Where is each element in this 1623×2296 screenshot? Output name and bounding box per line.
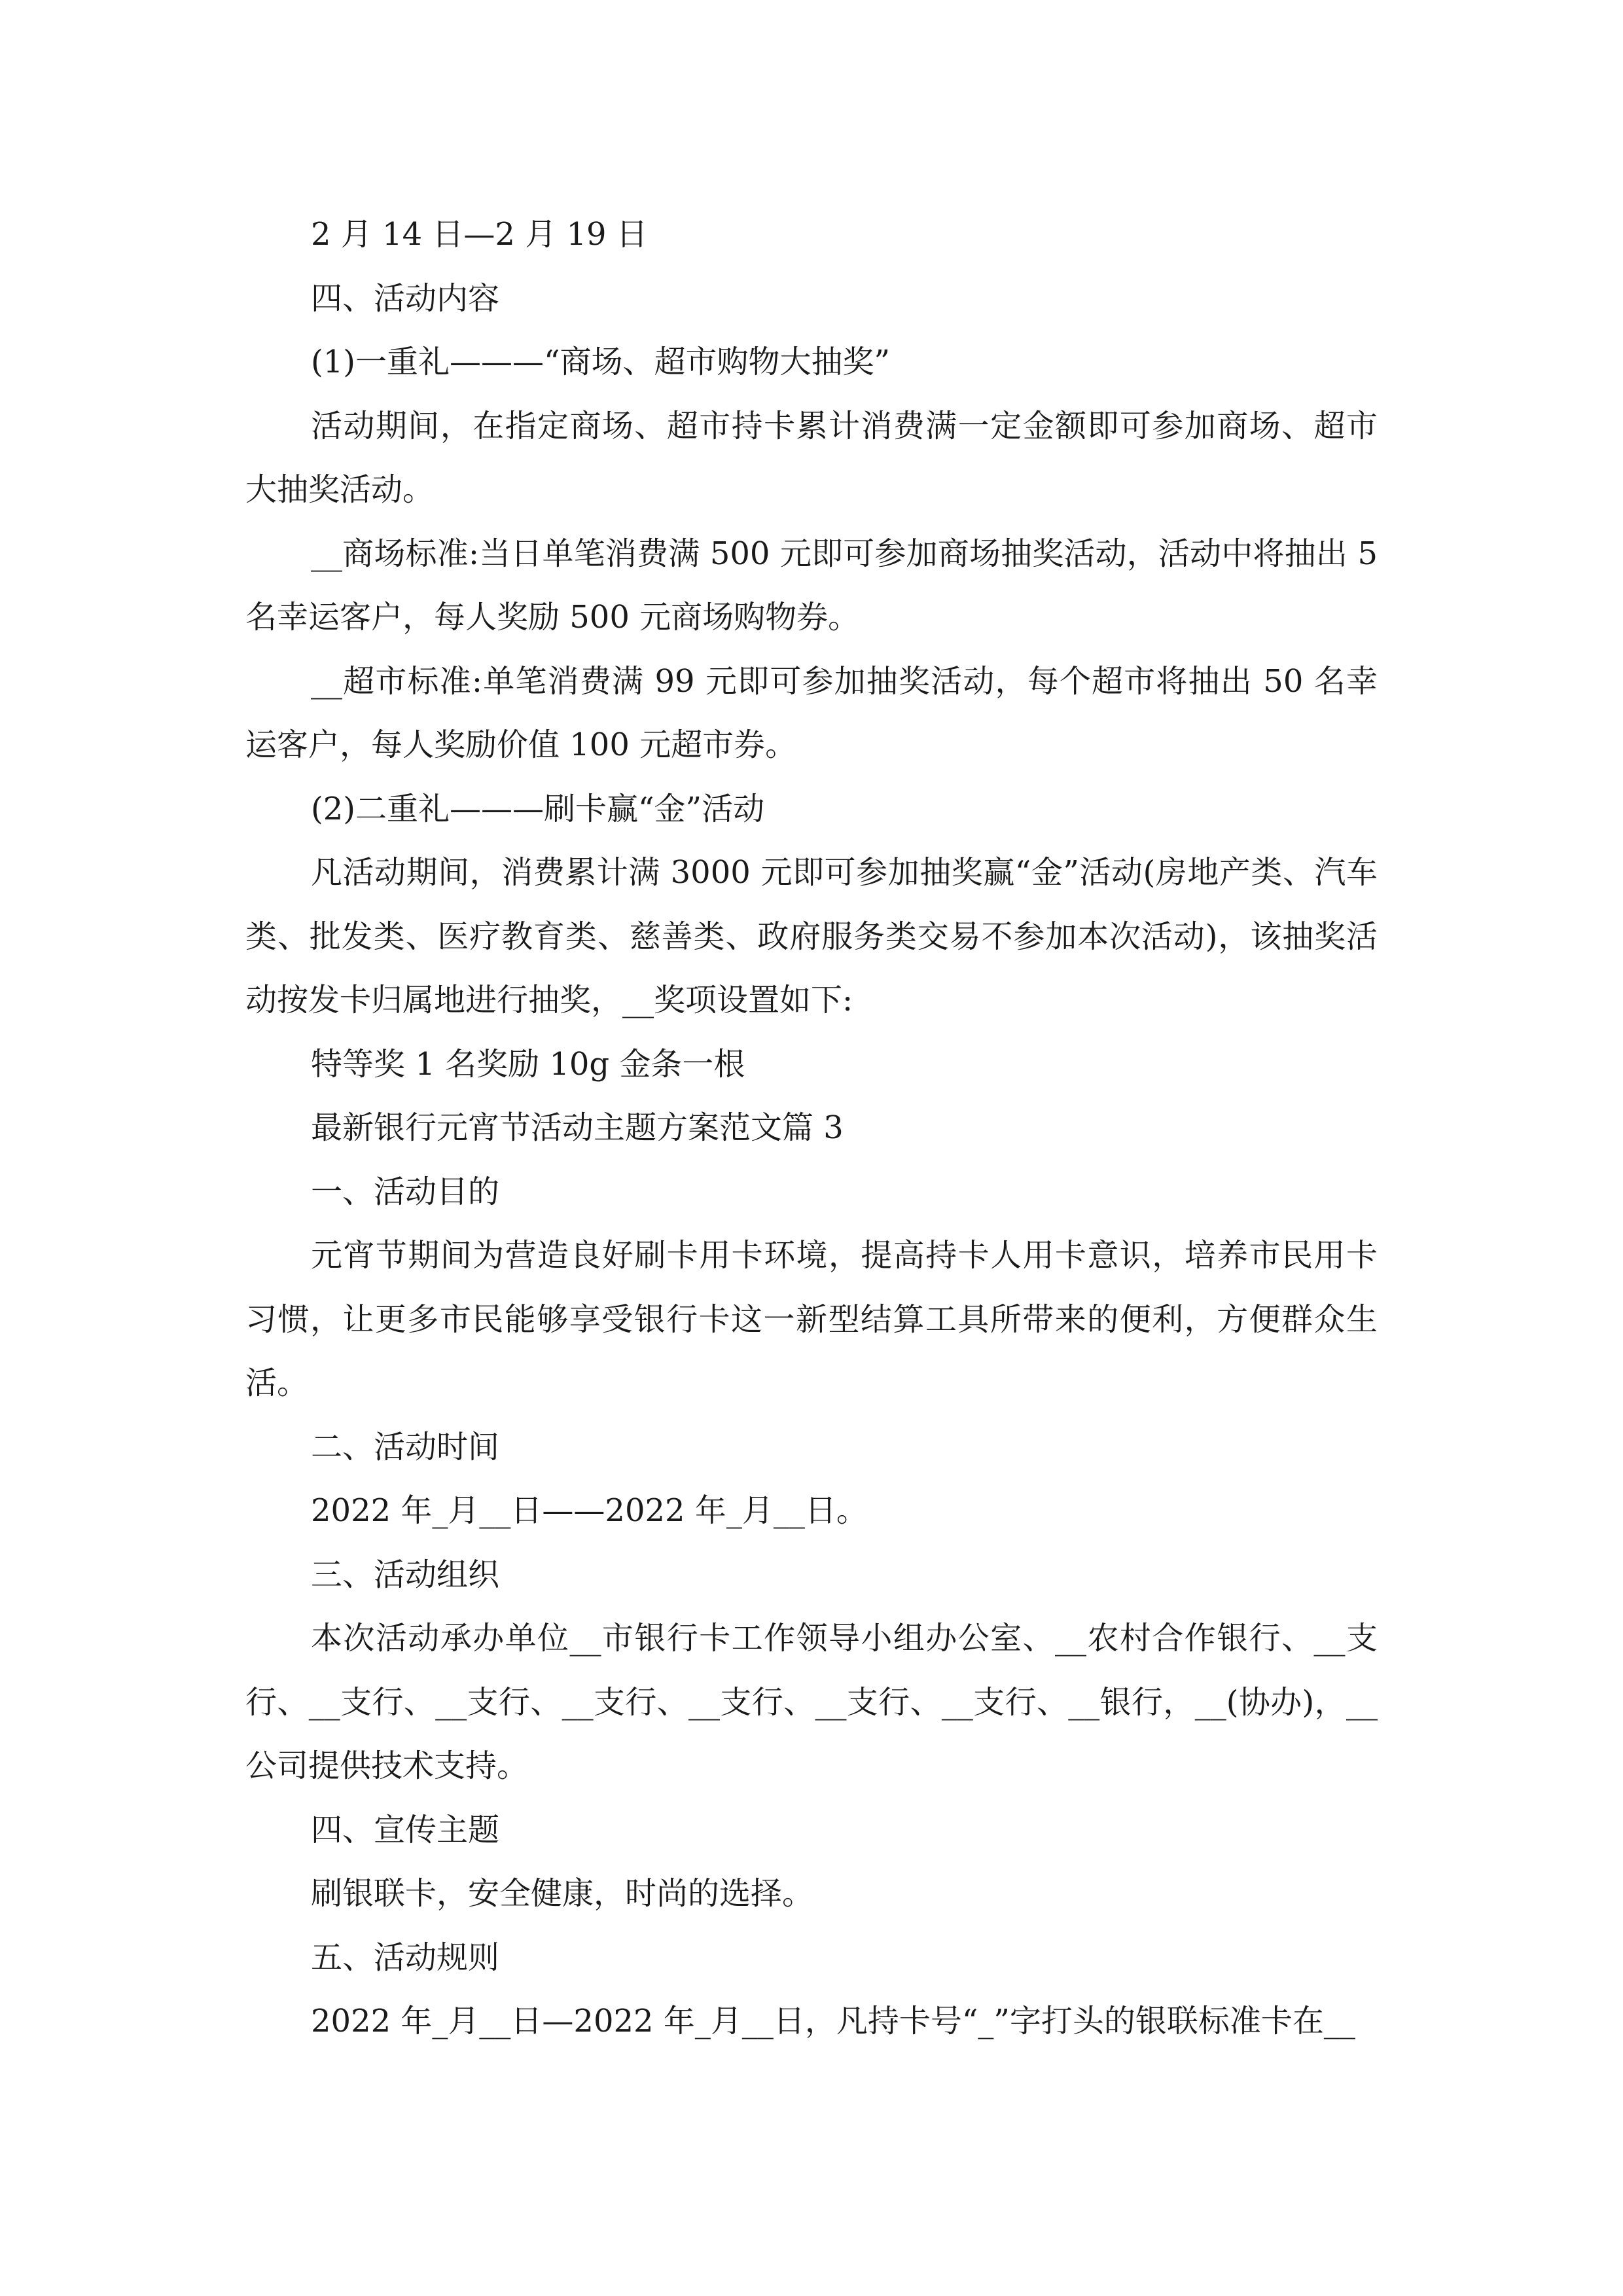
first-gift-heading: (1)一重礼———“商场、超市购物大抽奖” <box>311 344 891 380</box>
paragraph-rules: 2022 年_月__日—2022 年_月__日，凡持卡号“_”字打头的银联标准卡在__ <box>311 2003 1355 2039</box>
paragraph-organization: 本次活动承办单位__市银行卡工作领导小组办公室、__农村合作银行、__支行、__支行、__支行、__支行、__支行、__支行、__支行、__银行，__(协办)，__公司提供技术支持。 <box>245 1620 1378 1784</box>
section-heading-organization: 三、活动组织 <box>311 1556 500 1593</box>
paragraph-gold-activity: 凡活动期间，消费累计满 3000 元即可参加抽奖赢“金”活动(房地产类、汽车类、批发类、医疗教育类、慈善类、政府服务类交易不参加本次活动)，该抽奖活动按发卡归属地进行抽奖，__奖项设置如下: <box>245 854 1378 1018</box>
paragraph-theme: 刷银联卡，安全健康，时尚的选择。 <box>311 1875 814 1912</box>
paragraph-purpose: 元宵节期间为营造良好刷卡用卡环境，提高持卡人用卡意识，培养市民用卡习惯，让更多市民能够享受银行卡这一新型结算工具所带来的便利，方便群众生活。 <box>245 1237 1378 1401</box>
paragraph-time: 2022 年_月__日——2022 年_月__日。 <box>311 1492 868 1529</box>
document-body <box>245 203 1378 2054</box>
paragraph-supermarket-standard: __超市标准:单笔消费满 99 元即可参加抽奖活动，每个超市将抽出 50 名幸运客户，每人奖励价值 100 元超市券。 <box>245 662 1378 763</box>
second-gift-heading: (2)二重礼———刷卡赢“金”活动 <box>311 790 765 827</box>
article-title-part-3: 最新银行元宵节活动主题方案范文篇 3 <box>311 1109 844 1146</box>
section-heading-time: 二、活动时间 <box>311 1428 500 1465</box>
date-range-line: 2 月 14 日—2 月 19 日 <box>311 216 648 253</box>
section-heading-purpose: 一、活动目的 <box>311 1173 500 1210</box>
paragraph-lottery-intro: 活动期间，在指定商场、超市持卡累计消费满一定金额即可参加商场、超市大抽奖活动。 <box>245 407 1378 508</box>
section-heading-theme: 四、宣传主题 <box>311 1811 500 1848</box>
section-heading-rules: 五、活动规则 <box>311 1939 500 1976</box>
paragraph-grand-prize: 特等奖 1 名奖励 10g 金条一根 <box>311 1045 745 1083</box>
section-heading-activity-content: 四、活动内容 <box>311 279 500 317</box>
paragraph-mall-standard: __商场标准:当日单笔消费满 500 元即可参加商场抽奖活动，活动中将抽出 5 名幸运客户，每人奖励 500 元商场购物券。 <box>245 535 1378 636</box>
